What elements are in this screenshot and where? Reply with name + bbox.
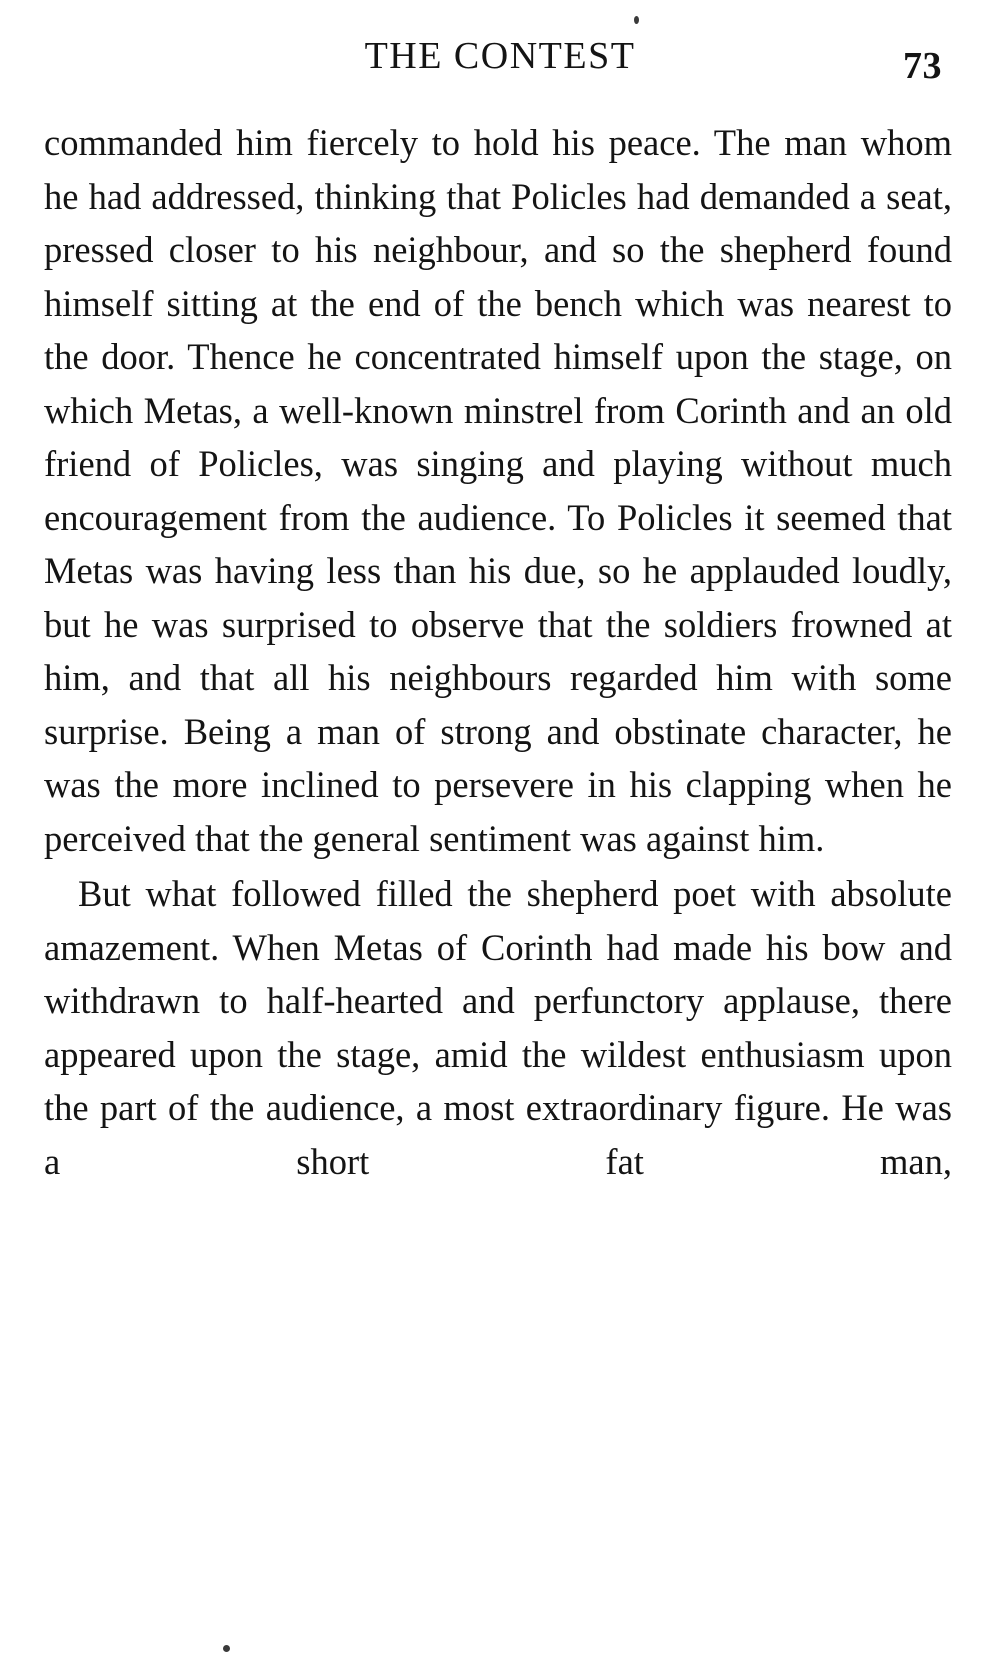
- body-text: [38, 116, 962, 1242]
- paragraph: But what followed filled the shepherd poet with absolute amazement. When Metas of Corinth had made his bow and withdrawn to half-hearted and perfunctory applause, there appeared upon the stage, amid the wildest enthusiasm upon the part of the audience, a most extraordinary figure. He was a short fat man,: [44, 873, 952, 1182]
- page-number: 73: [903, 45, 942, 87]
- page-speck: [634, 16, 639, 24]
- page-speck: [223, 1645, 230, 1652]
- running-head: [38, 34, 962, 96]
- page-title: THE CONTEST: [364, 35, 636, 77]
- paragraph: commanded him fiercely to hold his peace. The man whom he had addressed, thinking that Policles had demanded a seat, pressed closer to his neighbour, and so the shepherd found himself sitting at the end of the bench which was nearest to the door. Thence he concentrated himself upon the stage, on which Metas, a well-known minstrel from Corinth and an old friend of Policles, was singing and playing without much encouragement from the audience. To Policles it seemed that Metas was having less than his due, so he applauded loudly, but he was surprised to observe that the soldiers frowned at him, and that all his neighbours regarded him with some surprise. Being a man of strong and obstinate character, he was the more inclined to persevere in his clapping when he perceived that the general sentiment was against him.: [44, 122, 952, 859]
